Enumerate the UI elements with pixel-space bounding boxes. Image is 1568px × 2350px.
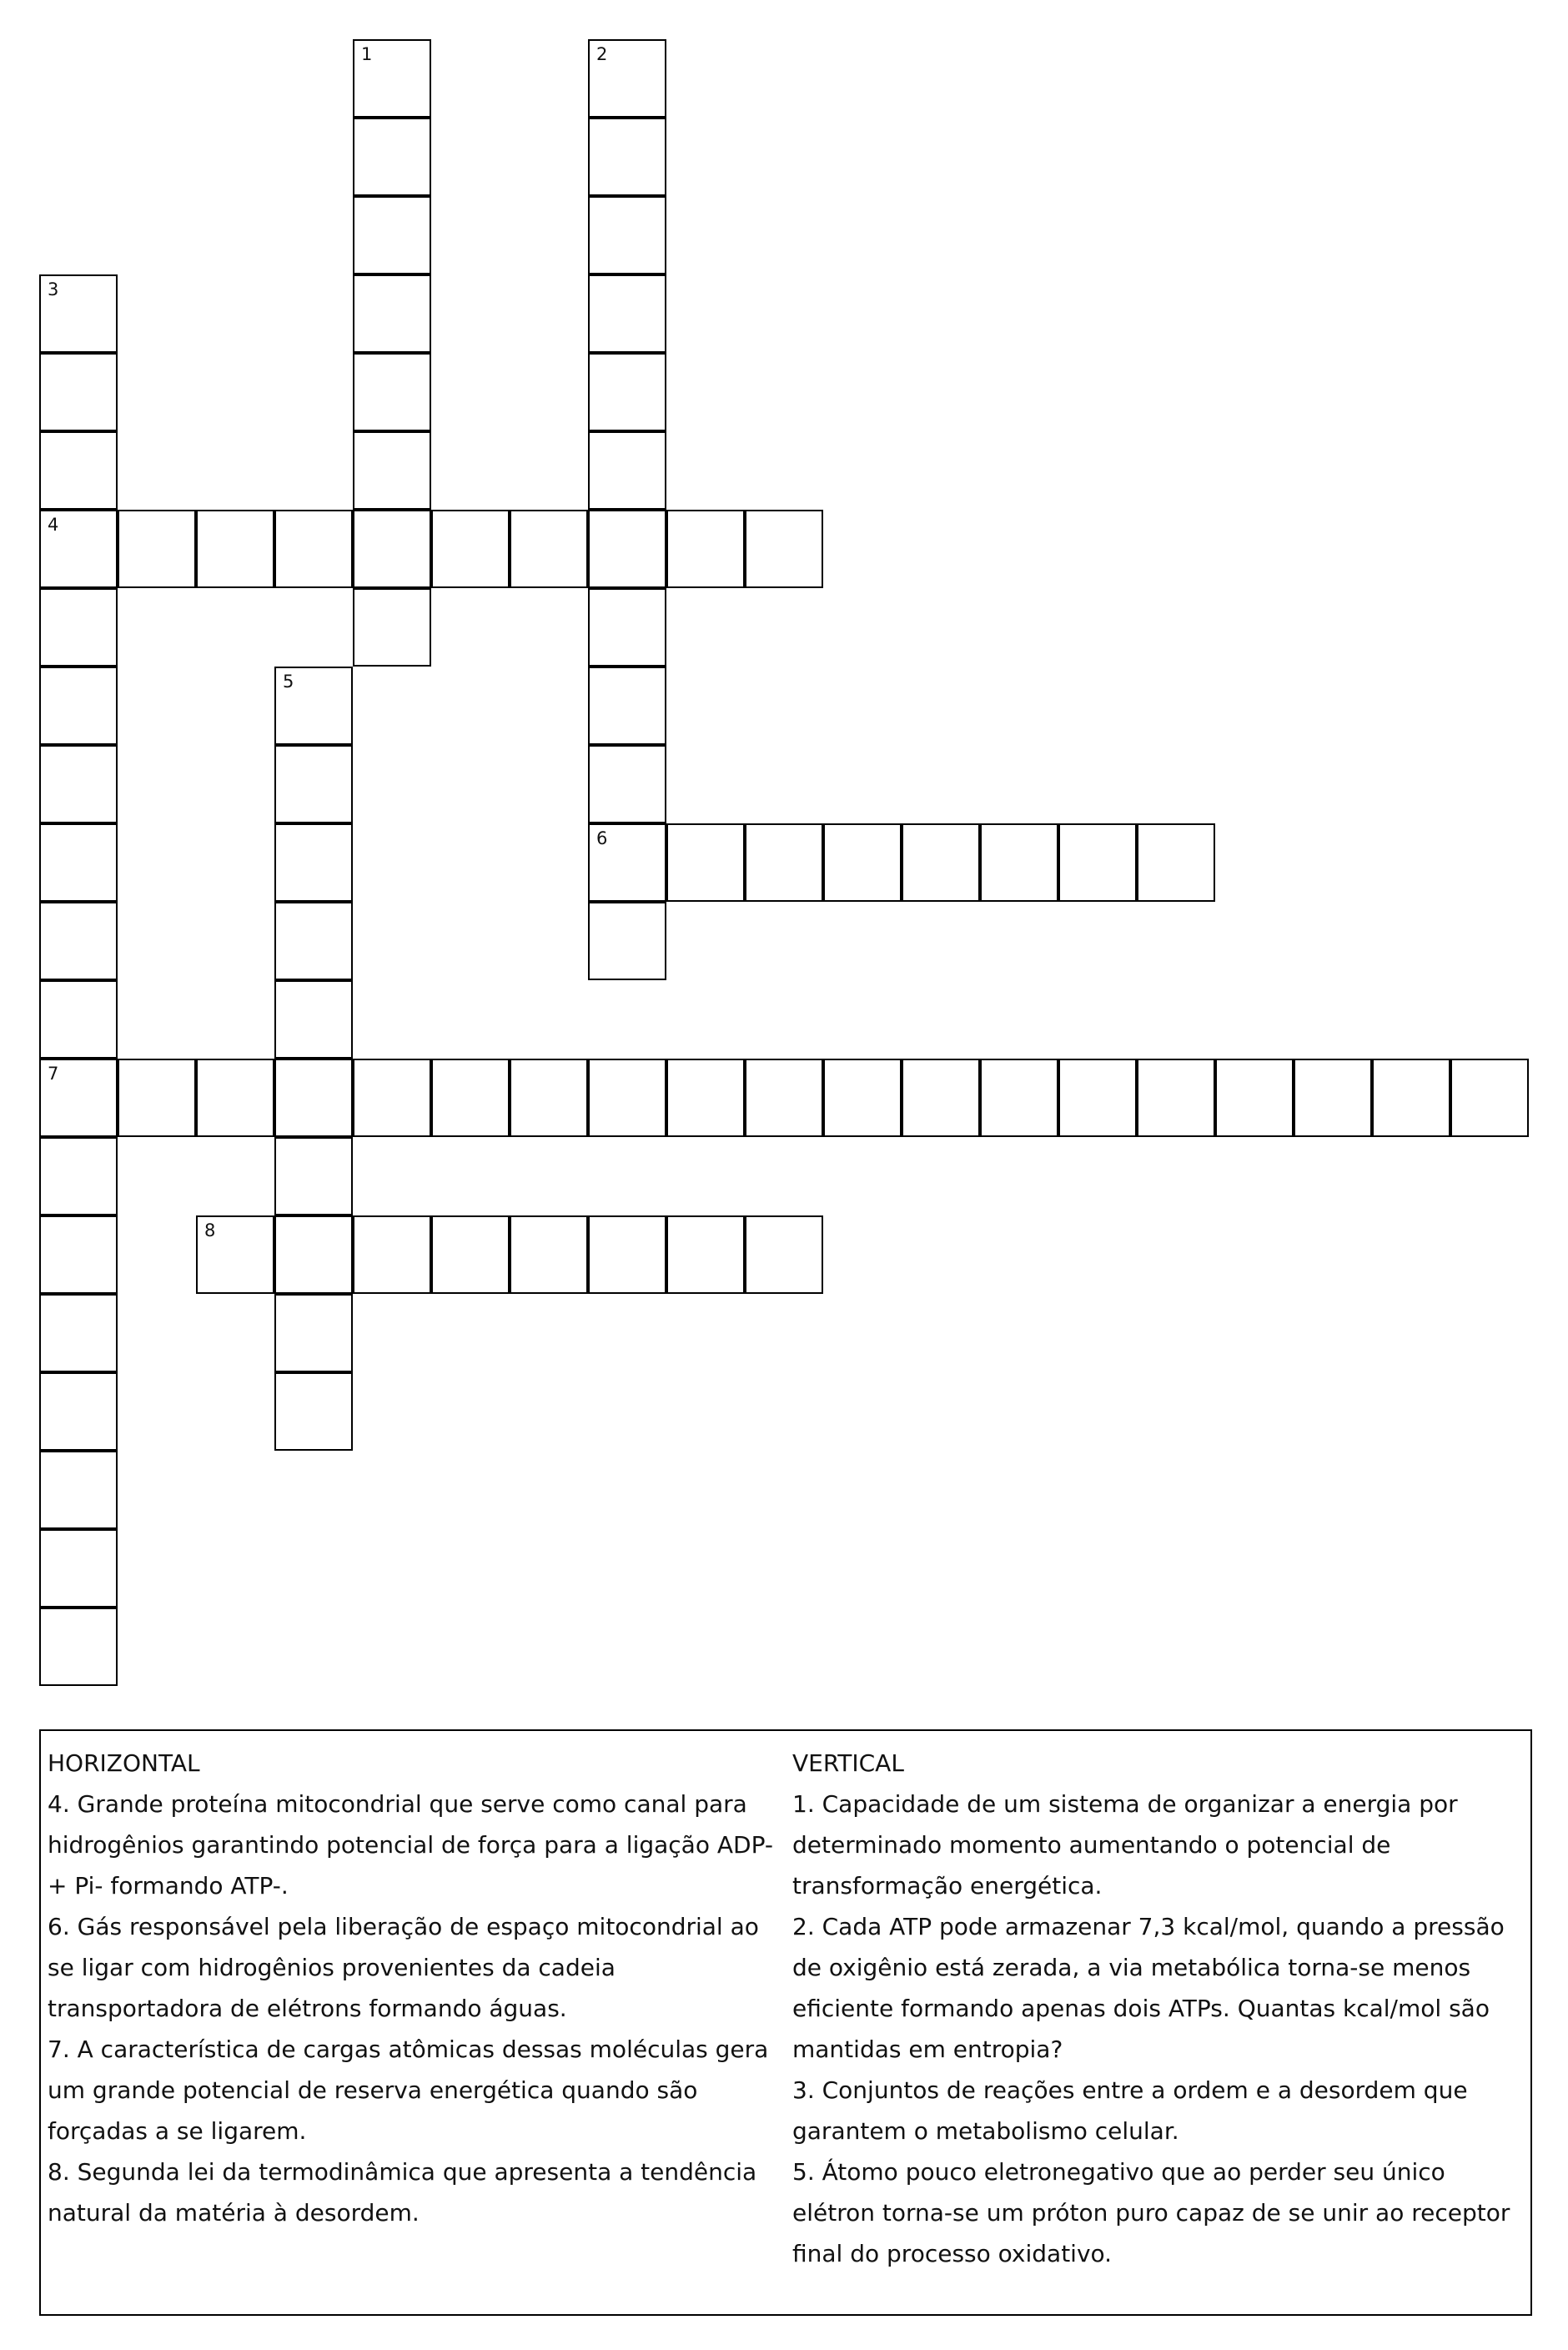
grid-cell[interactable] bbox=[118, 510, 196, 588]
grid-cell[interactable] bbox=[1215, 1059, 1294, 1137]
grid-cell[interactable] bbox=[588, 274, 666, 353]
clue-vertical-2: 2. Cada ATP pode armazenar 7,3 kcal/mol, quando a pressão de oxigênio está zerada, a via metabólica torna-se menos eficiente formando apenas dois ATPs. Quantas kcal/mol são mantidas em entropia? bbox=[792, 1913, 1505, 2063]
grid-cell[interactable] bbox=[902, 1059, 980, 1137]
clue-horizontal-8: 8. Segunda lei da termodinâmica que apresenta a tendência natural da matéria à desordem. bbox=[48, 2158, 757, 2227]
grid-cell[interactable] bbox=[745, 1215, 823, 1294]
grid-cell[interactable] bbox=[39, 667, 118, 745]
grid-cell[interactable] bbox=[510, 1215, 588, 1294]
grid-cell[interactable] bbox=[39, 1372, 118, 1451]
grid-cell[interactable] bbox=[823, 1059, 902, 1137]
grid-cell[interactable] bbox=[274, 510, 353, 588]
grid-cell[interactable] bbox=[39, 1529, 118, 1608]
grid-cell[interactable] bbox=[39, 1608, 118, 1686]
grid-cell[interactable] bbox=[666, 823, 745, 902]
grid-cell[interactable] bbox=[39, 588, 118, 667]
grid-cell[interactable] bbox=[1294, 1059, 1372, 1137]
vertical-clues bbox=[792, 1743, 1524, 2314]
grid-cell[interactable] bbox=[666, 1059, 745, 1137]
grid-cell[interactable] bbox=[274, 1294, 353, 1372]
grid-cell[interactable] bbox=[745, 823, 823, 902]
grid-cell[interactable] bbox=[745, 1059, 823, 1137]
grid-cell[interactable] bbox=[39, 980, 118, 1059]
clue-number: 4 bbox=[48, 515, 59, 535]
grid-cell[interactable] bbox=[353, 118, 431, 196]
grid-cell[interactable] bbox=[1137, 1059, 1215, 1137]
clue-number: 5 bbox=[283, 672, 294, 692]
grid-cell[interactable] bbox=[274, 1059, 353, 1137]
grid-cell[interactable] bbox=[980, 1059, 1058, 1137]
grid-cell[interactable] bbox=[39, 1451, 118, 1529]
grid-cell[interactable] bbox=[39, 745, 118, 823]
grid-cell[interactable] bbox=[274, 667, 353, 745]
grid-cell[interactable] bbox=[39, 431, 118, 510]
grid-cell[interactable] bbox=[353, 431, 431, 510]
clue-vertical-5: 5. Átomo pouco eletronegativo que ao perder seu único elétron torna-se um próton puro capaz de se unir ao receptor final do processo oxidativo. bbox=[792, 2158, 1510, 2267]
grid-cell[interactable] bbox=[39, 274, 118, 353]
horizontal-heading: HORIZONTAL bbox=[48, 1749, 200, 1777]
grid-cell[interactable] bbox=[1372, 1059, 1450, 1137]
grid-cell[interactable] bbox=[588, 745, 666, 823]
grid-cell[interactable] bbox=[274, 1372, 353, 1451]
clue-vertical-3: 3. Conjuntos de reações entre a ordem e a desordem que garantem o metabolismo celular. bbox=[792, 2076, 1468, 2145]
clues-box bbox=[39, 1729, 1532, 2316]
grid-cell[interactable] bbox=[274, 1137, 353, 1215]
grid-cell[interactable] bbox=[1450, 1059, 1529, 1137]
clue-horizontal-7: 7. A característica de cargas atômicas dessas moléculas gera um grande potencial de reserva energética quando são forçadas a se ligarem. bbox=[48, 2035, 769, 2145]
grid-cell[interactable] bbox=[118, 1059, 196, 1137]
grid-cell[interactable] bbox=[510, 1059, 588, 1137]
grid-cell[interactable] bbox=[353, 588, 431, 667]
clue-number: 3 bbox=[48, 279, 59, 299]
clue-number: 7 bbox=[48, 1064, 59, 1084]
grid-cell[interactable] bbox=[902, 823, 980, 902]
grid-cell[interactable] bbox=[1058, 823, 1137, 902]
clue-vertical-1: 1. Capacidade de um sistema de organizar a energia por determinado momento aumentando o potencial de transformação energética. bbox=[792, 1790, 1458, 1900]
grid-cell[interactable] bbox=[588, 667, 666, 745]
grid-cell[interactable] bbox=[39, 353, 118, 431]
clue-number: 8 bbox=[204, 1220, 216, 1240]
grid-cell[interactable] bbox=[666, 1215, 745, 1294]
grid-cell[interactable] bbox=[588, 823, 666, 902]
grid-cell[interactable] bbox=[274, 980, 353, 1059]
grid-cell[interactable] bbox=[353, 196, 431, 274]
grid-cell[interactable] bbox=[196, 510, 274, 588]
grid-cell[interactable] bbox=[980, 823, 1058, 902]
grid-cell[interactable] bbox=[666, 510, 745, 588]
grid-cell[interactable] bbox=[588, 1215, 666, 1294]
grid-cell[interactable] bbox=[588, 902, 666, 980]
grid-cell[interactable] bbox=[745, 510, 823, 588]
grid-cell[interactable] bbox=[274, 902, 353, 980]
vertical-heading: VERTICAL bbox=[792, 1749, 904, 1777]
grid-cell[interactable] bbox=[353, 39, 431, 118]
grid-cell[interactable] bbox=[588, 196, 666, 274]
grid-cell[interactable] bbox=[39, 1215, 118, 1294]
grid-cell[interactable] bbox=[510, 510, 588, 588]
grid-cell[interactable] bbox=[353, 1059, 431, 1137]
grid-cell[interactable] bbox=[196, 1215, 274, 1294]
grid-cell[interactable] bbox=[588, 353, 666, 431]
grid-cell[interactable] bbox=[431, 510, 510, 588]
grid-cell[interactable] bbox=[1137, 823, 1215, 902]
grid-cell[interactable] bbox=[588, 118, 666, 196]
grid-cell[interactable] bbox=[274, 1215, 353, 1294]
clue-number: 2 bbox=[596, 44, 608, 64]
clue-number: 1 bbox=[361, 44, 373, 64]
grid-cell[interactable] bbox=[39, 823, 118, 902]
grid-cell[interactable] bbox=[588, 39, 666, 118]
horizontal-clues bbox=[48, 1743, 792, 2314]
grid-cell[interactable] bbox=[431, 1059, 510, 1137]
grid-cell[interactable] bbox=[39, 1059, 118, 1137]
grid-cell[interactable] bbox=[39, 1137, 118, 1215]
grid-cell[interactable] bbox=[196, 1059, 274, 1137]
grid-cell[interactable] bbox=[39, 510, 118, 588]
grid-cell[interactable] bbox=[353, 353, 431, 431]
grid-cell[interactable] bbox=[274, 745, 353, 823]
grid-cell[interactable] bbox=[823, 823, 902, 902]
grid-cell[interactable] bbox=[1058, 1059, 1137, 1137]
grid-cell[interactable] bbox=[274, 823, 353, 902]
grid-cell[interactable] bbox=[39, 902, 118, 980]
grid-cell[interactable] bbox=[588, 1059, 666, 1137]
clue-horizontal-6: 6. Gás responsável pela liberação de espaço mitocondrial ao se ligar com hidrogênios provenientes da cadeia transportadora de elétrons formando águas. bbox=[48, 1913, 759, 2022]
clue-horizontal-4: 4. Grande proteína mitocondrial que serve como canal para hidrogênios garantindo potencial de força para a ligação ADP- + Pi- formando ATP-. bbox=[48, 1790, 773, 1900]
grid-cell[interactable] bbox=[353, 510, 431, 588]
grid-cell[interactable] bbox=[588, 588, 666, 667]
clue-number: 6 bbox=[596, 828, 608, 848]
grid-cell[interactable] bbox=[353, 1215, 431, 1294]
grid-cell[interactable] bbox=[39, 1294, 118, 1372]
grid-cell[interactable] bbox=[431, 1215, 510, 1294]
grid-cell[interactable] bbox=[353, 274, 431, 353]
grid-cell[interactable] bbox=[588, 510, 666, 588]
grid-cell[interactable] bbox=[588, 431, 666, 510]
